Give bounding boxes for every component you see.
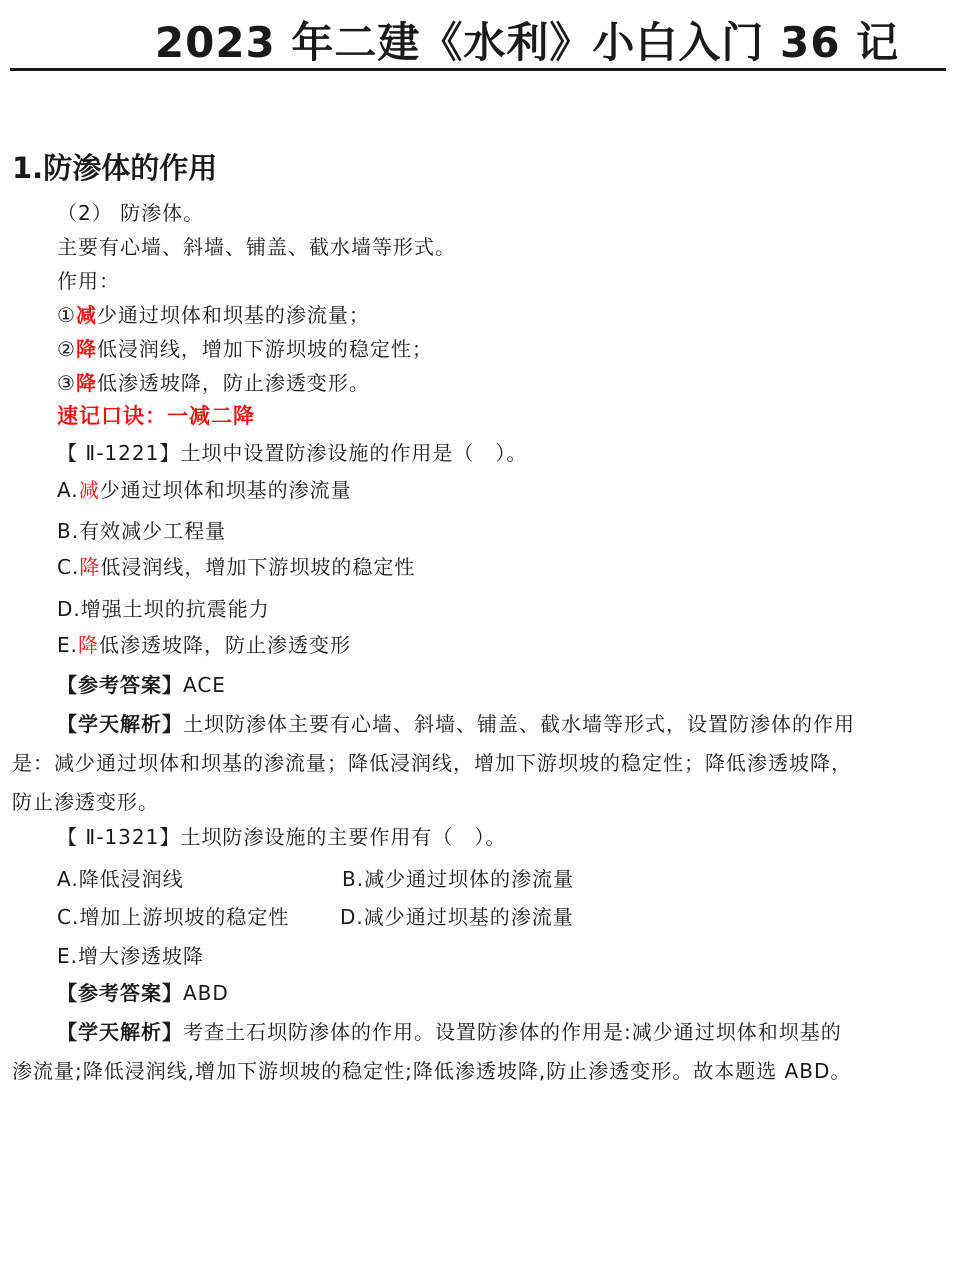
point-1 <box>57 302 370 328</box>
q2-analysis-line-1 <box>57 1019 842 1045</box>
section-heading: 1.防渗体的作用 <box>12 151 218 185</box>
q2-option-c: C.增加上游坝坡的稳定性 <box>57 905 290 929</box>
point-1-number: ① <box>57 303 76 327</box>
point-3 <box>57 370 370 396</box>
q2-answer-label: 【参考答案】 <box>57 981 183 1005</box>
q1-option-c-prefix: C. <box>57 555 80 579</box>
q2-option-b: B.减少通过坝体的渗流量 <box>342 867 575 891</box>
point-2-keyword: 降 <box>75 337 97 361</box>
q2-analysis-label: 【学天解析】 <box>57 1020 183 1044</box>
q2-option-e: E.增大渗透坡降 <box>57 944 204 968</box>
q1-analysis-line-1 <box>57 711 855 737</box>
q2-option-d: D.减少通过坝基的渗流量 <box>340 905 574 929</box>
q2-answer <box>57 980 229 1006</box>
q2-option-a: A.降低浸润线 <box>57 867 184 891</box>
point-2-text: 低浸润线，增加下游坝坡的稳定性； <box>96 337 433 361</box>
forms-text: 主要有心墙、斜墙、铺盖、截水墙等形式。 <box>57 235 456 259</box>
q1-option-e <box>57 632 351 658</box>
q2-answer-value: ABD <box>183 981 229 1005</box>
q1-option-c <box>57 554 415 580</box>
q2-analysis-text-1: 考查土石坝防渗体的作用。设置防渗体的作用是:减少通过坝体和坝基的 <box>183 1020 842 1044</box>
q1-answer-label: 【参考答案】 <box>57 673 183 697</box>
document-title: 2023 年二建《水利》小白入门 36 记 <box>154 18 900 67</box>
point-1-text: 少通过坝体和坝基的渗流量； <box>96 303 370 327</box>
role-label: 作用： <box>57 269 120 293</box>
q1-option-a <box>57 477 352 503</box>
point-2 <box>57 336 433 362</box>
mnemonic: 速记口诀：一减二降 <box>57 404 255 428</box>
q1-answer <box>57 672 226 698</box>
q1-answer-value: ACE <box>183 673 226 697</box>
q1-stem: 【 Ⅱ-1221】土坝中设置防渗设施的作用是（ ）。 <box>57 441 528 465</box>
q1-option-c-keyword: 降 <box>79 555 101 579</box>
q1-option-e-prefix: E. <box>57 633 78 657</box>
q1-option-e-keyword: 降 <box>78 633 99 657</box>
q2-stem: 【 Ⅱ-1321】土坝防渗设施的主要作用有（ ）。 <box>57 825 507 849</box>
q1-option-a-keyword: 减 <box>78 478 100 502</box>
point-2-number: ② <box>57 337 76 361</box>
q1-option-b: B.有效减少工程量 <box>57 519 227 543</box>
q2-analysis-line-2: 渗流量;降低浸润线,增加下游坝坡的稳定性;降低渗透坡降,防止渗透变形。故本题选 ABD。 <box>12 1059 852 1083</box>
point-3-text: 低渗透坡降，防止渗透变形。 <box>96 371 370 395</box>
q1-analysis-line-2: 是：减少通过坝体和坝基的渗流量；降低浸润线，增加下游坝坡的稳定性；降低渗透坡降， <box>12 751 852 775</box>
q1-analysis-text-1: 土坝防渗体主要有心墙、斜墙、铺盖、截水墙等形式，设置防渗体的作用 <box>183 712 855 736</box>
q1-option-a-prefix: A. <box>57 478 79 502</box>
point-1-keyword: 减 <box>75 303 97 327</box>
title-divider <box>10 68 946 71</box>
q1-option-c-text: 低浸润线，增加下游坝坡的稳定性 <box>100 555 416 579</box>
q1-analysis-line-3: 防止渗透变形。 <box>12 790 159 814</box>
sub-label: （2） 防渗体。 <box>57 201 205 225</box>
q1-option-a-text: 少通过坝体和坝基的渗流量 <box>99 478 352 502</box>
point-3-number: ③ <box>57 371 76 395</box>
q1-analysis-label: 【学天解析】 <box>57 712 183 736</box>
point-3-keyword: 降 <box>75 371 97 395</box>
q1-option-e-text: 低渗透坡降，防止渗透变形 <box>99 633 351 657</box>
q1-option-d: D.增强土坝的抗震能力 <box>57 597 270 621</box>
